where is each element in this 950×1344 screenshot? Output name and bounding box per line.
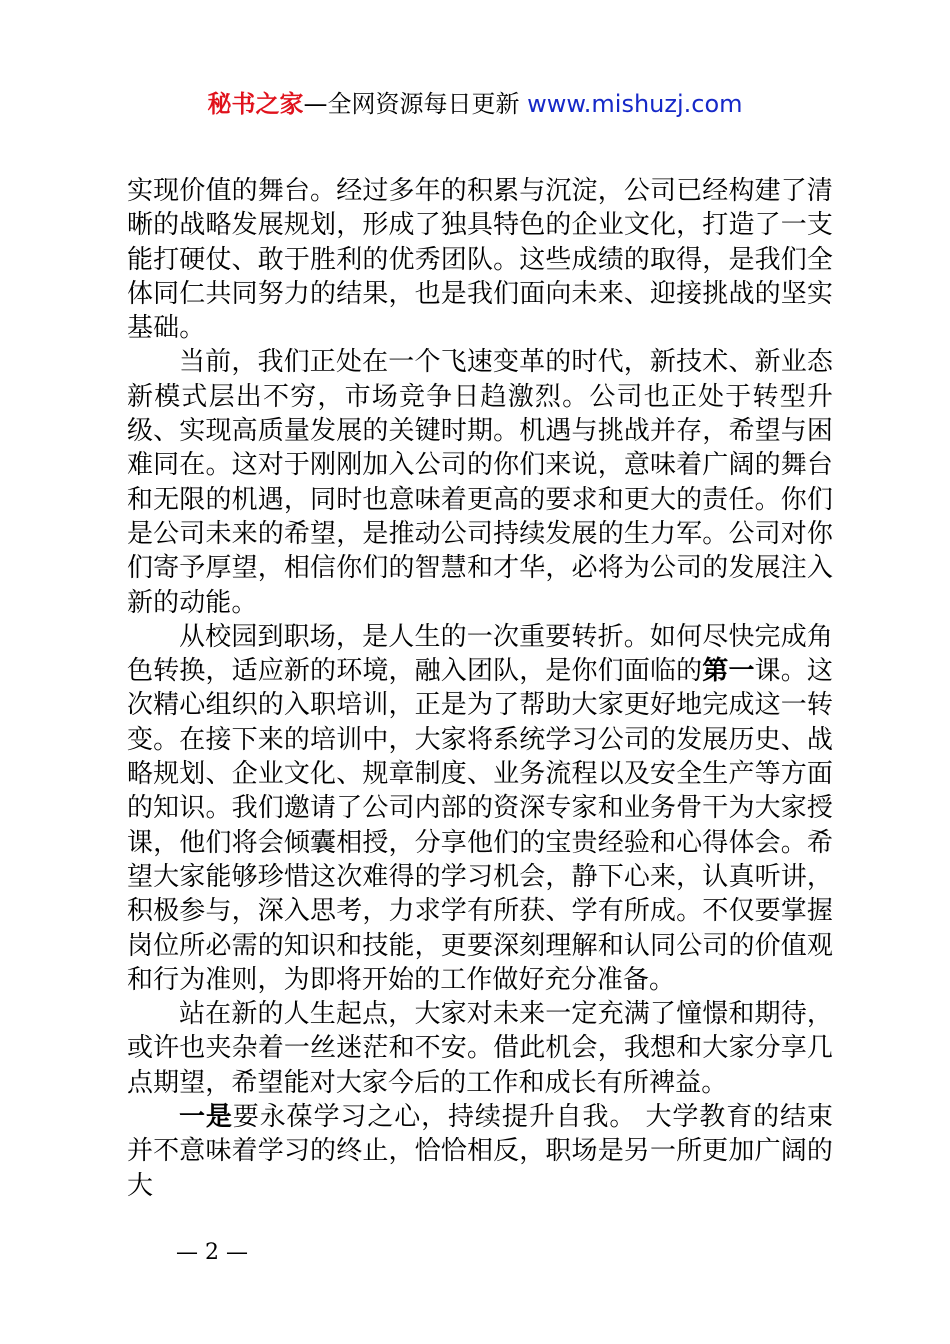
page-header (0, 88, 950, 120)
paragraph-text: 要永葆学习之心，持续提升自我。 大学教育的结束并不意味着学习的终止，恰恰相反，职场是另一所更加广阔的大 (127, 1102, 833, 1201)
paragraph-new-starting-point: 站在新的人生起点，大家对未来一定充满了憧憬和期待，或许也夹杂着一丝迷茫和不安。借此机会，我想和大家分享几点期望，希望能对大家今后的工作和成长有所裨益。 (127, 999, 833, 1098)
document-body (127, 174, 833, 1203)
paragraph-text: 从校园到职场，是人生的一次重要转折。如何尽快完成角色转换，适应新的环境，融入团队，是你们面临的 (127, 621, 833, 687)
site-tagline: —全网资源每日更新 (303, 90, 520, 118)
paragraph-text: 课。这次精心组织的入职培训，正是为了帮助大家更好地完成这一转变。在接下来的培训中，大家将系统学习公司的发展历史、战略规划、企业文化、规章制度、业务流程以及安全生产等方面的知识。我们邀请了公司内部的资深专家和业务骨干为大家授课，他们将会倾囊相授，分享他们的宝贵经验和心得体会。希望大家能够珍惜这次难得的学习机会，静下心来，认真听讲，积极参与，深入思考，力求学有所获、学有所成。不仅要掌握岗位所必需的知识和技能，更要深刻理解和认同公司的价值观和行为准则，为即将开始的工作做好充分准备。 (127, 656, 834, 995)
emphasis-first-lesson: 第一 (702, 656, 755, 687)
paragraph-expectation-one (127, 1100, 833, 1203)
emphasis-point-one: 一是 (179, 1102, 233, 1133)
paragraph-campus-to-workplace (127, 620, 833, 997)
site-url: www.mishuzj.com (527, 90, 743, 118)
paragraph-current-era: 当前，我们正处在一个飞速变革的时代，新技术、新业态新模式层出不穷，市场竞争日趋激烈。公司也正处于转型升级、实现高质量发展的关键时期。机遇与挑战并存，希望与困难同在。这对于刚刚加入公司的你们来说，意味着广阔的舞台和无限的机遇，同时也意味着更高的要求和更大的责任。你们是公司未来的希望，是推动公司持续发展的生力军。公司对你们寄予厚望，相信你们的智慧和才华，必将为公司的发展注入新的动能。 (127, 347, 833, 618)
page-number: — 2 — (176, 1240, 248, 1265)
paragraph-continuation: 实现价值的舞台。经过多年的积累与沉淀，公司已经构建了清晰的战略发展规划，形成了独具特色的企业文化，打造了一支能打硬仗、敢于胜利的优秀团队。这些成绩的取得，是我们全体同仁共同努力的结果，也是我们面向未来、迎接挑战的坚实基础。 (127, 176, 833, 344)
site-brand: 秘书之家 (207, 90, 304, 118)
